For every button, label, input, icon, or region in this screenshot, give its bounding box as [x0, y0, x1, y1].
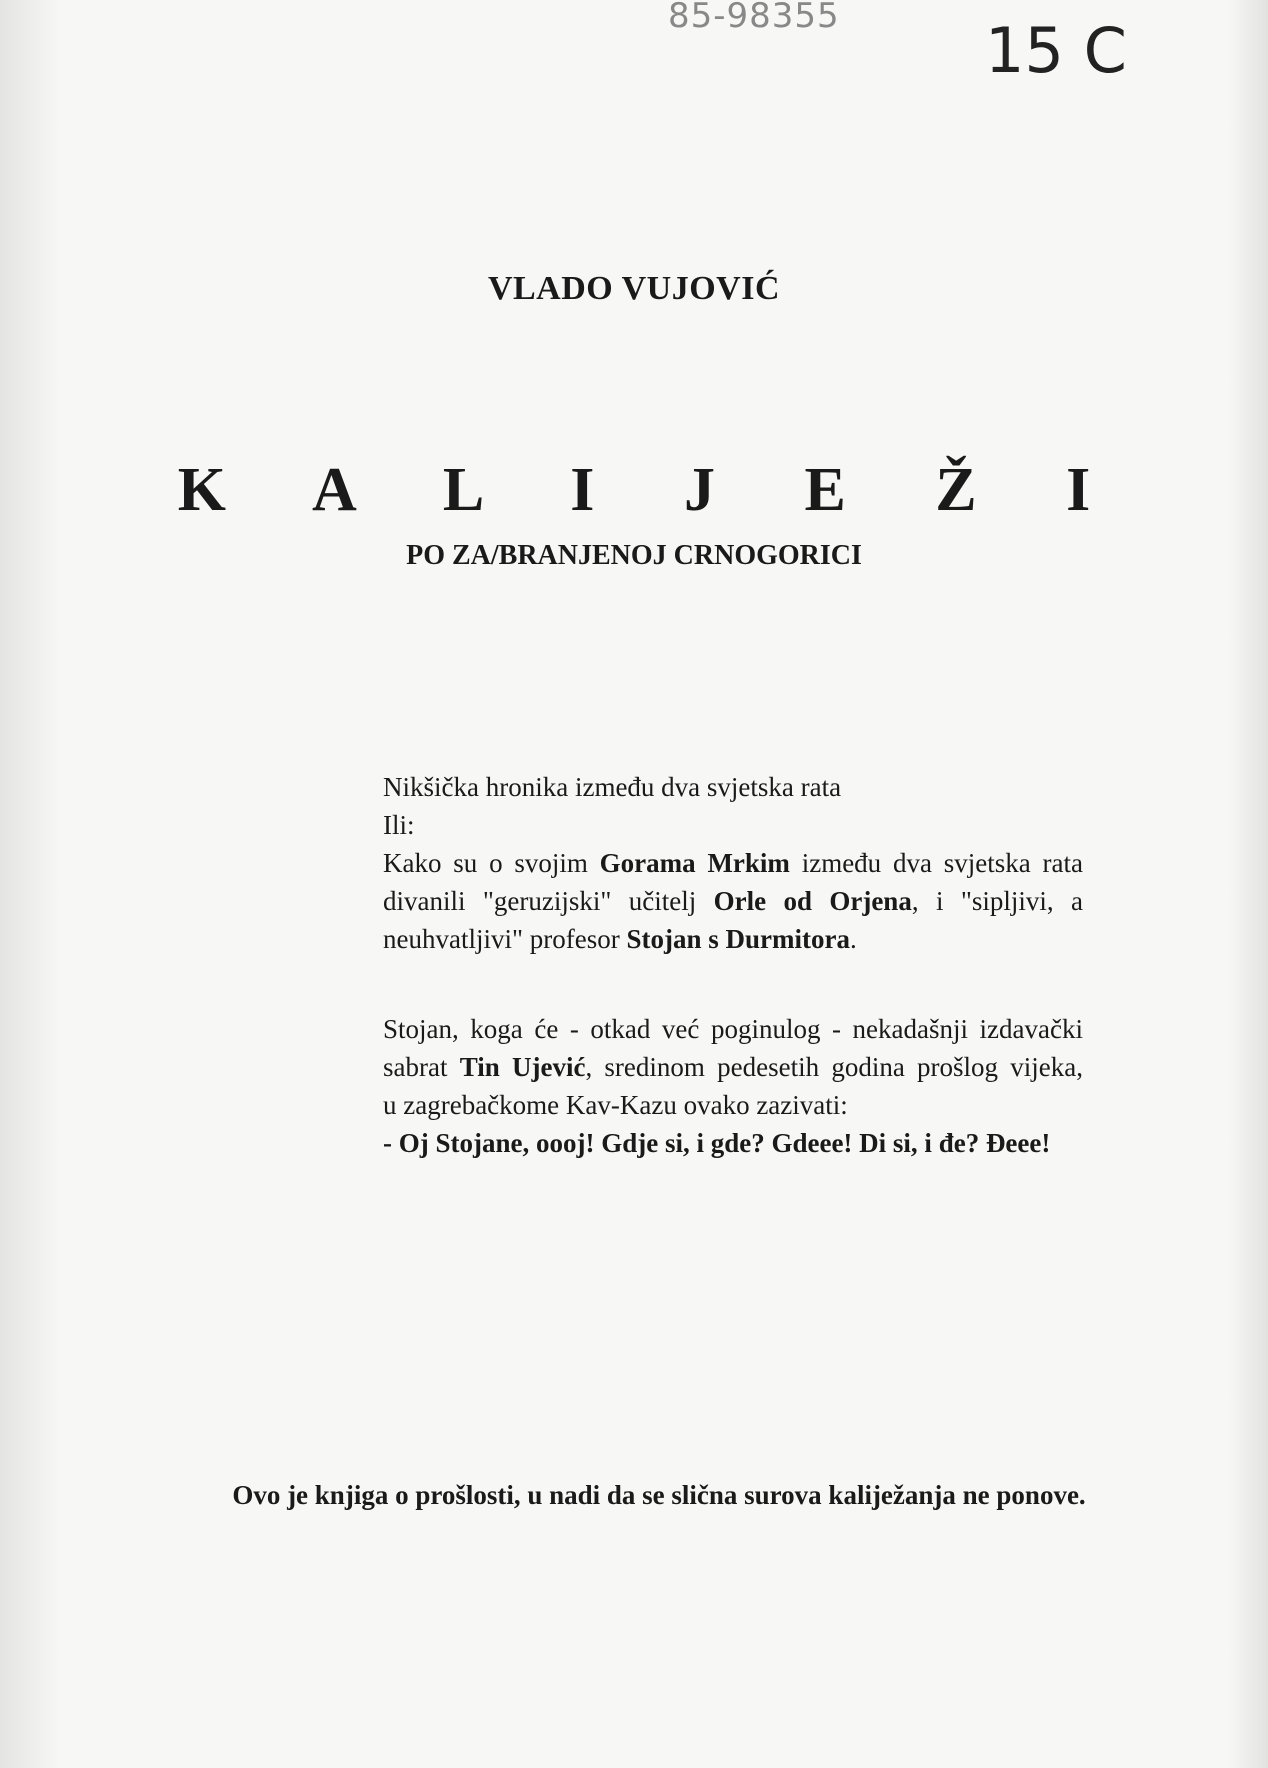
- emphasis-text: Orle od Orjena: [713, 886, 912, 916]
- quote-line: [383, 1048, 1083, 1086]
- text-run: , i "sipljivi, a: [911, 886, 1083, 916]
- description-line: [383, 844, 1083, 882]
- text-run: , sredinom pedesetih godina prošlog vijeka,: [585, 1052, 1084, 1082]
- quote-paragraph: [383, 1010, 1083, 1162]
- handwritten-mark: 15 C: [985, 14, 1127, 87]
- description-line: Ili:: [383, 810, 415, 840]
- text-run: između dva svjetska rata: [789, 848, 1083, 878]
- text-run: divanili "geruzijski" učitelj: [383, 886, 714, 916]
- emphasis-text: Gorama Mrkim: [599, 848, 790, 878]
- handwritten-reference-number: 85-98355: [668, 0, 840, 36]
- emphasis-text: Tin Ujević: [459, 1052, 586, 1082]
- book-title: K A L I J E Ž I: [177, 456, 1128, 524]
- text-run: neuhvatljivi" profesor: [383, 924, 627, 954]
- quote-line: Stojan, koga će - otkad već poginulog - nekadašnji izdavački: [383, 1014, 1083, 1044]
- text-run: .: [849, 924, 857, 954]
- closing-statement: Ovo je knjiga o prošlosti, u nadi da se slična surova kaliježanja ne ponove.: [232, 1480, 1086, 1510]
- quote-exclamation: - Oj Stojane, oooj! Gdje si, i gde? Gdeee! Di si, i đe? Đeee!: [383, 1128, 1051, 1158]
- emphasis-text: Stojan s Durmitora: [626, 924, 850, 954]
- description-line: [383, 920, 1083, 958]
- text-run: Kako su o svojim: [383, 848, 600, 878]
- text-run: sabrat: [383, 1052, 460, 1082]
- description-paragraph: [383, 768, 1083, 958]
- description-line: Nikšička hronika između dva svjetska rata: [383, 772, 842, 802]
- quote-line: u zagrebačkome Kav-Kazu ovako zazivati:: [383, 1090, 848, 1120]
- description-line: [383, 882, 1083, 920]
- author-name: VLADO VUJOVIĆ: [487, 270, 781, 307]
- book-subtitle: PO ZA/BRANJENOJ CRNOGORICI: [406, 540, 862, 571]
